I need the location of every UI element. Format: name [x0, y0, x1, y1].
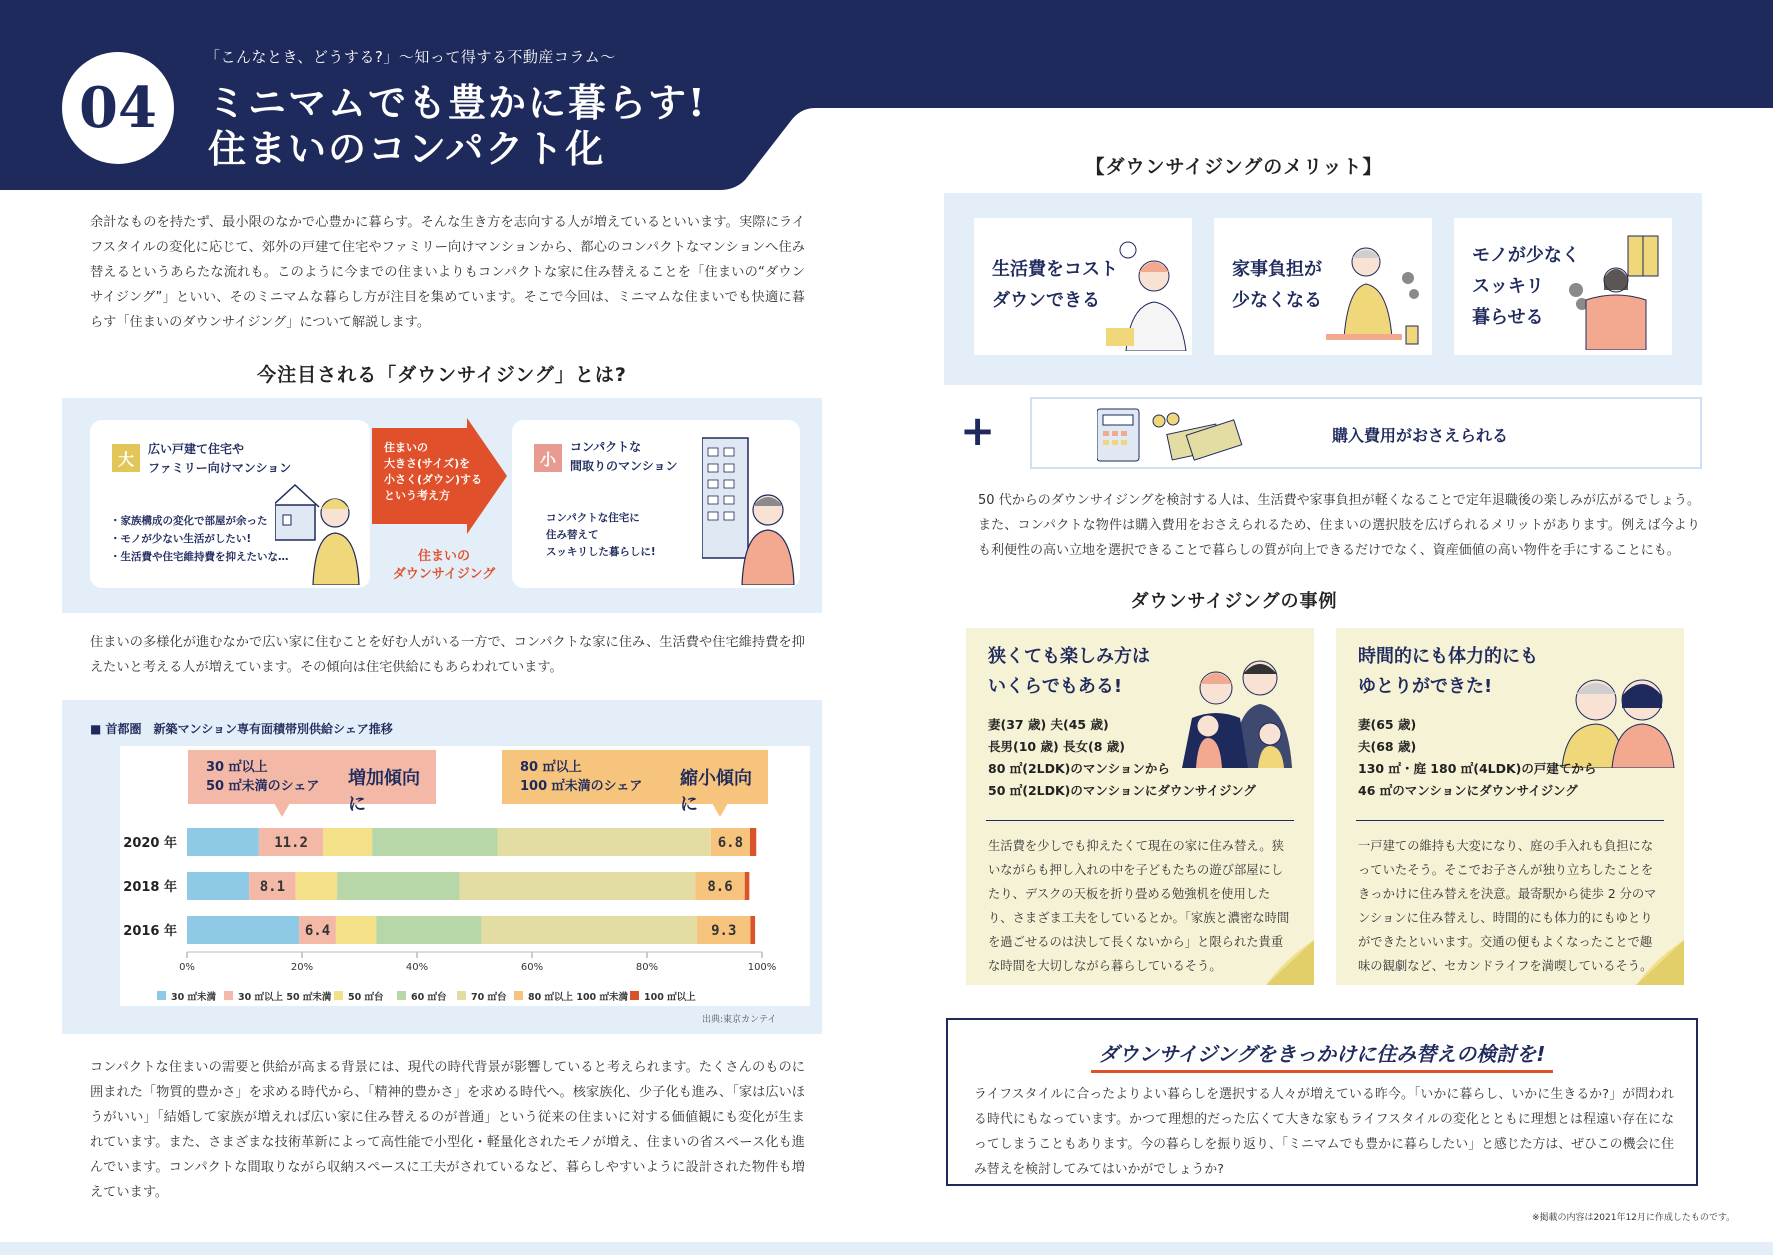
footnote: ※掲載の内容は2021年12月に作成したものです。 — [1532, 1213, 1736, 1223]
case-card-family — [966, 628, 1314, 985]
purchase-cost-box — [1030, 397, 1702, 469]
bottom-strip — [0, 1242, 1773, 1255]
arrow-text-line4: という考え方 — [384, 489, 450, 502]
merit-cost-line2: ダウンできる — [992, 290, 1100, 311]
bar-value-label: 6.4 — [304, 923, 331, 939]
merit-housework-line1: 家事負担が — [1232, 259, 1322, 280]
bar-value-label: 6.8 — [717, 835, 744, 851]
callout-increase-line1: 30 ㎡以上 — [206, 760, 268, 775]
bar-segment — [460, 872, 696, 900]
small-note-line2: 住み替えて — [546, 529, 599, 541]
big-bullet-2: ・モノが少ない生活がしたい! — [110, 533, 252, 545]
merit-tidy-line1: モノが少なく — [1472, 245, 1580, 266]
what-is-title: 今注目される「ダウンサイジング」とは? — [257, 364, 627, 386]
case1-info — [988, 714, 1256, 802]
merits-text: 50 代からのダウンサイジングを検討する人は、生活費や家事負担が軽くなることで定年退職後の楽しみが広がるでしょう。また、コンパクトな物件は購入費用をおさえられるため、住まいの選択肢を広げられるメリットがあります。例えば今よりも利便性の高い立地を選択できることで暮らしの質が向上できるだけでなく、資産価値の高い物件を手にすることにも。 — [978, 493, 1700, 558]
legend-label: 30 ㎡未満 — [171, 992, 217, 1003]
case1-info-line1: 妻(37 歳) 夫(45 歳) — [988, 717, 1109, 732]
bar-segment — [498, 828, 711, 856]
bar-segment — [337, 872, 459, 900]
small-title-line1: コンパクトな — [570, 440, 642, 454]
case1-info-line2: 長男(10 歳) 長女(8 歳) — [988, 739, 1125, 754]
trend-text: 住まいの多様化が進むなかで広い家に住むことを好む人がいる一方で、コンパクトな家に住み、生活費や住宅維持費を抑えたいと考える人が増えています。その傾向は住宅供給にもあらわれています。 — [90, 635, 805, 675]
page-title-line1: ミニマムでも豊かに暮らす! — [208, 80, 707, 125]
bar-segment — [187, 916, 299, 944]
arrow-text — [384, 440, 482, 504]
callout-decrease-line1: 80 ㎡以上 — [520, 760, 582, 775]
big-bullet-3: ・生活費や住宅維持費を抑えたいな… — [110, 551, 289, 563]
column-number: 04 — [62, 52, 174, 164]
arrow-text-line2: 大きさ(サイズ)を — [384, 457, 471, 470]
calculator-money-icon — [1097, 407, 1247, 463]
woman-with-calculator-icon — [1096, 236, 1188, 351]
merit-card-cost — [974, 218, 1192, 355]
plus-sign: + — [960, 406, 996, 455]
case2-info-line1: 妻(65 歳) — [1358, 717, 1417, 732]
legend-label: 50 ㎡台 — [348, 992, 384, 1003]
bar-segment — [376, 916, 481, 944]
legend-label: 80 ㎡以上 100 ㎡未満 — [528, 992, 628, 1003]
bar-value-label: 11.2 — [274, 835, 308, 851]
legend-swatch — [157, 991, 166, 1000]
case1-page-curl — [1266, 940, 1314, 985]
merit-tidy-line3: 暮らせる — [1472, 307, 1544, 328]
year-label: 2018 年 — [123, 880, 177, 895]
arrow-text-line1: 住まいの — [384, 441, 428, 454]
cases-title: ダウンサイジングの事例 — [1130, 591, 1338, 612]
bar-segment — [745, 872, 750, 900]
case1-title-line1: 狭くても楽しみ方は — [988, 646, 1150, 667]
legend-swatch — [397, 991, 406, 1000]
merits-title: 【ダウンサイジングのメリット】 — [1085, 156, 1383, 178]
legend-swatch — [514, 991, 523, 1000]
bar-segment — [751, 916, 756, 944]
cta-title-wrap — [948, 1038, 1696, 1067]
bar-value-label: 9.3 — [711, 923, 737, 939]
building-man-illustration — [702, 430, 797, 585]
merit-housework-line2: 少なくなる — [1232, 290, 1322, 311]
downsizing-label — [374, 548, 514, 584]
bar-value-label: 8.1 — [259, 879, 286, 895]
bar-segment — [481, 916, 697, 944]
case2-info-line3: 130 ㎡・庭 180 ㎡(4LDK)の戸建てから — [1358, 761, 1597, 776]
bar-segment — [187, 828, 259, 856]
chart-title: ■ 首都圏 新築マンション専有面積帯別供給シェア推移 — [90, 722, 393, 736]
legend-label: 30 ㎡以上 50 ㎡未満 — [238, 992, 332, 1003]
house-woman-illustration — [275, 475, 365, 585]
small-note-line1: コンパクトな住宅に — [546, 512, 640, 524]
big-bullet-1: ・家族構成の変化で部屋が余った — [110, 515, 268, 527]
cta-box — [946, 1018, 1698, 1186]
case1-info-line3: 80 ㎡(2LDK)のマンションから — [988, 761, 1170, 776]
x-tick-label: 20% — [290, 962, 314, 973]
merits-panel — [944, 193, 1702, 385]
merit-card-housework — [1214, 218, 1432, 355]
case2-page-curl — [1636, 940, 1684, 985]
downsizing-concept-box — [62, 398, 822, 613]
merit-card-tidy — [1454, 218, 1672, 355]
case1-divider — [986, 820, 1294, 821]
big-title-line2: ファミリー向けマンション — [148, 461, 292, 475]
bar-segment — [750, 828, 756, 856]
year-label: 2020 年 — [123, 836, 177, 851]
small-title-line2: 間取りのマンション — [570, 459, 678, 473]
callout-increase-tag: 増加傾向に — [348, 768, 420, 815]
background-text: コンパクトな住まいの需要と供給が高まる背景には、現代の時代背景が影響していると考えられます。たくさんのものに囲まれた「物質的豊かさ」を求める時代から、「精神的豊かさ」を求める時代へ。核家族化、少子化も進み、「家は広いほうがいい」「結婚して家族が増えれば広い家に住み替えるのが普通」という従来の住まいに対する価値観にも変化が生まれています。また、さまざまな技術革新によって高性能で小型化・軽量化されたモノが増え、住まいの省スペース化も進んでいます。コンパクトな間取りながら収納スペースに工夫がされているなど、暮らしやすいように設計された物件も増えています。 — [90, 1060, 805, 1200]
page-title-line2: 住まいのコンパクト化 — [208, 126, 606, 171]
case1-text: 生活費を少しでも抑えたくて現在の家に住み替え。狭いながらも押し入れの中を子どもたちの遊び部屋にしたり、デスクの天板を折り畳める勉強机を使用したり、さまざま工夫をしているとか。「家族と濃密な時間を過ごせるのは決して長くないから」と限られた貴重な時間を大切しながら暮らしているそう。 — [988, 839, 1290, 973]
case2-info-line4: 46 ㎡のマンションにダウンサイジング — [1358, 783, 1578, 798]
bar-segment — [323, 828, 372, 856]
legend-label: 70 ㎡台 — [471, 992, 507, 1003]
bar-segment — [296, 872, 337, 900]
case2-info-line2: 夫(68 歳) — [1358, 739, 1417, 754]
small-note-line3: スッキリした暮らしに! — [546, 546, 656, 558]
downsizing-label-line1: 住まいの — [417, 549, 470, 564]
year-label: 2016 年 — [123, 924, 177, 939]
legend-label: 100 ㎡以上 — [644, 992, 696, 1003]
downsizing-label-line2: ダウンサイジング — [392, 567, 496, 582]
chart-panel — [62, 700, 822, 1034]
callout-increase-line2: 50 ㎡未満のシェア — [206, 779, 320, 794]
merit-tidy-line2: スッキリ — [1472, 276, 1544, 297]
case2-info — [1358, 714, 1596, 802]
case2-text: 一戸建ての維持も大変になり、庭の手入れも負担になっていたそう。そこでお子さんが独り立ちしたことをきっかけに住み替えを決意。最寄駅から徒歩 2 分のマンションに住み替えし、時間的にも体力的にもゆとりができたといいます。交通の便もよくなったことで趣味の観劇など、セカンドライフを満喫しているそう。 — [1358, 839, 1657, 973]
x-tick-label: 100% — [747, 962, 777, 973]
small-note — [546, 510, 656, 561]
bar-segment — [336, 916, 376, 944]
x-tick-label: 60% — [520, 962, 544, 973]
big-house-card — [90, 420, 370, 588]
big-title-line1: 広い戸建て住宅や — [148, 442, 245, 456]
legend-label: 60 ㎡台 — [411, 992, 447, 1003]
compact-mansion-card — [512, 420, 800, 588]
arrow-text-line3: 小さく(ダウン)する — [384, 473, 483, 486]
share-bar-chart — [62, 700, 822, 1034]
merit-cost-line1: 生活費をコスト — [992, 259, 1118, 280]
x-tick-label: 40% — [405, 962, 429, 973]
case2-title-line2: ゆとりができた! — [1358, 676, 1493, 697]
case1-title-line2: いくらでもある! — [988, 676, 1123, 697]
legend-swatch — [630, 991, 639, 1000]
callout-decrease-tag: 縮小傾向に — [680, 768, 752, 815]
purchase-cost-text: 購入費用がおさえられる — [1332, 426, 1509, 445]
big-badge: 大 — [112, 444, 140, 472]
x-tick-label: 80% — [635, 962, 659, 973]
bar-segment — [372, 828, 497, 856]
x-tick-label: 0% — [179, 962, 195, 973]
intro-text: 余計なものを持たず、最小限のなかで心豊かに暮らす。そんな生き方を志向する人が増えているといいます。実際にライフスタイルの変化に応じて、郊外の戸建て住宅やファミリー向けマンションから、都心のコンパクトなマンションへ住み替えるというあらたな流れも。このように今までの住まいよりもコンパクトな家に住み替えることを「住まいの“ダウンサイジング”」といい、そのミニマムな暮らし方が注目を集めています。そこで今回は、ミニマムな住まいでも快適に暮らす「住まいのダウンサイジング」について解説します。 — [90, 215, 805, 330]
woman-relaxing-icon — [1566, 230, 1666, 350]
small-badge: 小 — [534, 444, 562, 472]
bar-segment — [187, 872, 249, 900]
woman-cleaning-icon — [1326, 238, 1426, 350]
cta-title: ダウンサイジングをきっかけに住み替えの検討を! — [1091, 1042, 1554, 1073]
cta-text: ライフスタイルに合ったよりよい暮らしを選択する人々が増えている昨今。「いかに暮らし、いかに生きるか?」が問われる時代にもなっています。かつて理想的だった広くて大きな家もライフスタイルの変化とともに理想とは程遠い存在になってしまうこともあります。今の暮らしを振り返り、「ミニマムでも豊かに暮らしたい」と感じた方は、ぜひこの機会に住み替えを検討してみてはいかがでしょうか? — [974, 1087, 1674, 1177]
case2-divider — [1356, 820, 1664, 821]
legend-swatch — [224, 991, 233, 1000]
legend-swatch — [334, 991, 343, 1000]
bar-value-label: 8.6 — [707, 879, 733, 895]
callout-decrease-line2: 100 ㎡未満のシェア — [520, 779, 643, 794]
column-subtitle: 「こんなとき、どうする?」〜知って得する不動産コラム〜 — [205, 48, 616, 66]
case1-info-line4: 50 ㎡(2LDK)のマンションにダウンサイジング — [988, 783, 1256, 798]
case2-title-line1: 時間的にも体力的にも — [1358, 646, 1538, 667]
chart-source: 出典:東京カンテイ — [702, 1015, 777, 1025]
case-card-couple — [1336, 628, 1684, 985]
legend-swatch — [457, 991, 466, 1000]
